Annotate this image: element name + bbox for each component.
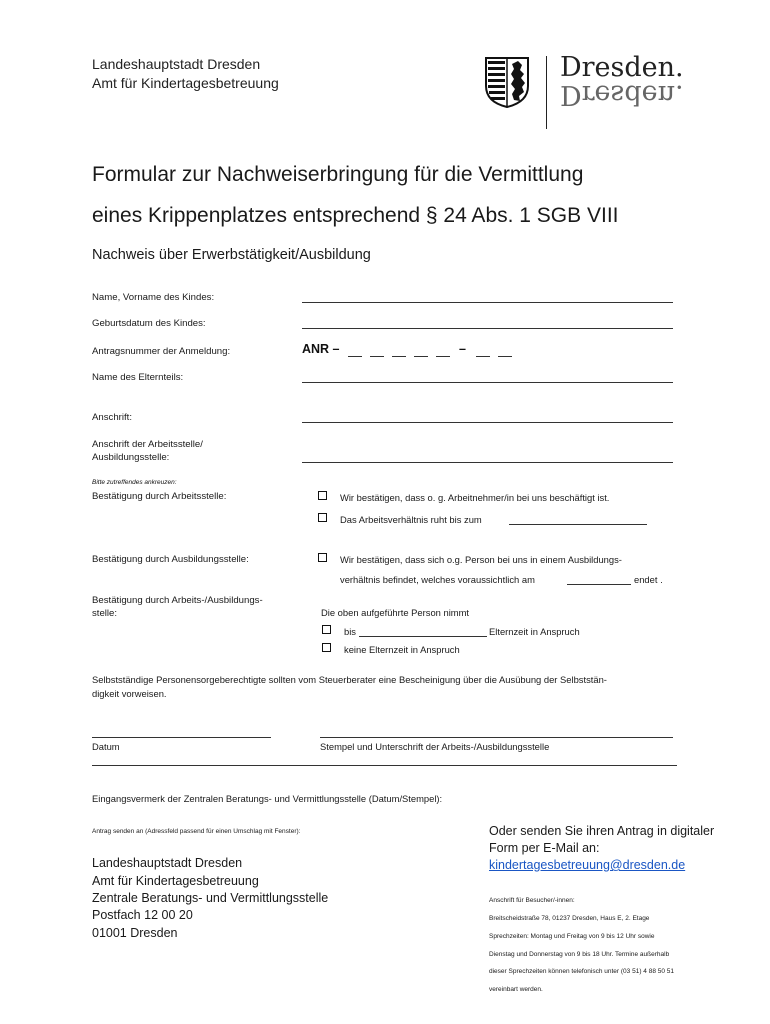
work-employed-checkbox[interactable]	[318, 491, 327, 500]
anr-digit-4[interactable]	[414, 356, 428, 357]
stamp-label: Stempel und Unterschrift der Arbeits-/Ausbildungsstelle	[320, 741, 550, 752]
parental-leave-until-checkbox[interactable]	[322, 625, 331, 634]
visitor-address: Breitscheidstraße 78, 01237 Dresden, Haus E, 2. Etage	[489, 915, 650, 922]
receipt-note-label: Eingangsvermerk der Zentralen Beratungs- und Vermittlungsstelle (Datum/Stempel):	[92, 793, 443, 804]
training-checkbox[interactable]	[318, 553, 327, 562]
parent-name-field[interactable]	[302, 382, 673, 383]
visitor-hours-line2: Dienstag und Donnerstag von 9 bis 18 Uhr. Termine außerhalb	[489, 951, 670, 958]
anr-digit-7[interactable]	[498, 356, 512, 357]
work-suspended-checkbox[interactable]	[318, 513, 327, 522]
work-suspended-text: Das Arbeitsverhältnis ruht bis zum	[340, 514, 482, 525]
no-parental-leave-text: keine Elternzeit in Anspruch	[344, 644, 460, 655]
anr-digit-6[interactable]	[476, 356, 490, 357]
address-field[interactable]	[302, 422, 673, 423]
parental-leave-until-prefix: bis	[344, 626, 356, 637]
mailing-address-line4: Postfach 12 00 20	[92, 908, 193, 922]
email-intro-line2: Form per E-Mail an:	[489, 841, 600, 855]
anr-digit-2[interactable]	[370, 356, 384, 357]
mailing-hint: Antrag senden an (Adressfeld passend für einen Umschlag mit Fenster):	[92, 828, 301, 835]
anr-digit-3[interactable]	[392, 356, 406, 357]
mailing-address-line3: Zentrale Beratungs- und Vermittlungsstelle	[92, 891, 329, 905]
training-text-line1: Wir bestätigen, dass sich o.g. Person bei uns in einem Ausbildungs-	[340, 554, 622, 565]
anr-digit-1[interactable]	[348, 356, 362, 357]
work-training-label-line2: stelle:	[92, 608, 118, 619]
parental-leave-until-suffix: Elternzeit in Anspruch	[489, 626, 580, 637]
work-employed-text: Wir bestätigen, dass o. g. Arbeitnehmer/in bei uns beschäftigt ist.	[340, 492, 610, 503]
coat-of-arms-icon	[484, 56, 530, 113]
address-label: Anschrift:	[92, 412, 132, 423]
form-title-line2: eines Krippenplatzes entsprechend § 24 Abs. 1 SGB VIII	[92, 204, 619, 227]
child-birthdate-label: Geburtsdatum des Kindes:	[92, 318, 206, 329]
work-address-label-line2: Ausbildungsstelle:	[92, 452, 170, 463]
child-name-label: Name, Vorname des Kindes:	[92, 292, 215, 303]
section-divider	[92, 765, 677, 766]
training-text-line2: verhältnis befindet, welches voraussichtlich am	[340, 574, 535, 585]
form-subtitle: Nachweis über Erwerbstätigkeit/Ausbildung	[92, 247, 371, 263]
checkbox-hint: Bitte zutreffendes ankreuzen:	[92, 479, 177, 486]
training-confirmation-label: Bestätigung durch Ausbildungsstelle:	[92, 554, 249, 565]
work-training-label-line1: Bestätigung durch Arbeits-/Ausbildungs-	[92, 595, 263, 606]
date-signature-line[interactable]	[92, 737, 271, 738]
parent-name-label: Name des Elternteils:	[92, 372, 184, 383]
visitor-hours-line3: dieser Sprechzeiten können telefonisch unter (03 51) 4 88 50 51	[489, 968, 675, 975]
training-end-date-field[interactable]	[567, 584, 631, 585]
self-employed-note-line1: Selbstständige Personensorgeberechtigte sollten vom Steuerberater eine Bescheinigung über die Ausübung der Selbststän-	[92, 674, 607, 685]
parental-leave-date-field[interactable]	[359, 636, 487, 637]
child-name-field[interactable]	[302, 302, 673, 303]
visitor-hours-line4: vereinbart werden.	[489, 986, 543, 993]
logo-wordmark: Dresden.	[560, 52, 684, 83]
date-label: Datum	[92, 741, 120, 752]
mailing-address-line1: Landeshauptstadt Dresden	[92, 856, 243, 870]
email-intro-line1: Oder senden Sie ihren Antrag in digitaler	[489, 824, 715, 838]
child-birthdate-field[interactable]	[302, 328, 673, 329]
work-address-field[interactable]	[302, 462, 673, 463]
email-link[interactable]: kindertagesbetreuung@dresden.de	[489, 858, 686, 872]
visitor-heading: Anschrift für Besucher/-innen:	[489, 897, 575, 904]
mailing-address-line2: Amt für Kindertagesbetreuung	[92, 874, 259, 888]
org-department: Amt für Kindertagesbetreuung	[92, 75, 279, 91]
training-text-suffix: endet .	[634, 574, 663, 585]
no-parental-leave-checkbox[interactable]	[322, 643, 331, 652]
application-number-label: Antragsnummer der Anmeldung:	[92, 346, 231, 357]
work-address-label-line1: Anschrift der Arbeitsstelle/	[92, 439, 203, 450]
org-name: Landeshauptstadt Dresden	[92, 56, 261, 72]
visitor-hours-line1: Sprechzeiten: Montag und Freitag von 9 bis 12 Uhr sowie	[489, 933, 655, 940]
work-confirmation-label: Bestätigung durch Arbeitsstelle:	[92, 491, 227, 502]
logo-wordmark-mirror: Dresden.	[560, 79, 684, 110]
form-title-line1: Formular zur Nachweiserbringung für die Vermittlung	[92, 163, 584, 186]
logo-divider	[546, 56, 547, 129]
anr-separator: –	[459, 342, 466, 356]
parental-leave-intro: Die oben aufgeführte Person nimmt	[321, 607, 469, 618]
mailing-address-line5: 01001 Dresden	[92, 926, 178, 940]
anr-prefix: ANR –	[302, 342, 340, 356]
self-employed-note-line2: digkeit vorweisen.	[92, 688, 167, 699]
stamp-signature-line[interactable]	[320, 737, 673, 738]
anr-digit-5[interactable]	[436, 356, 450, 357]
work-suspended-date-field[interactable]	[509, 524, 647, 525]
